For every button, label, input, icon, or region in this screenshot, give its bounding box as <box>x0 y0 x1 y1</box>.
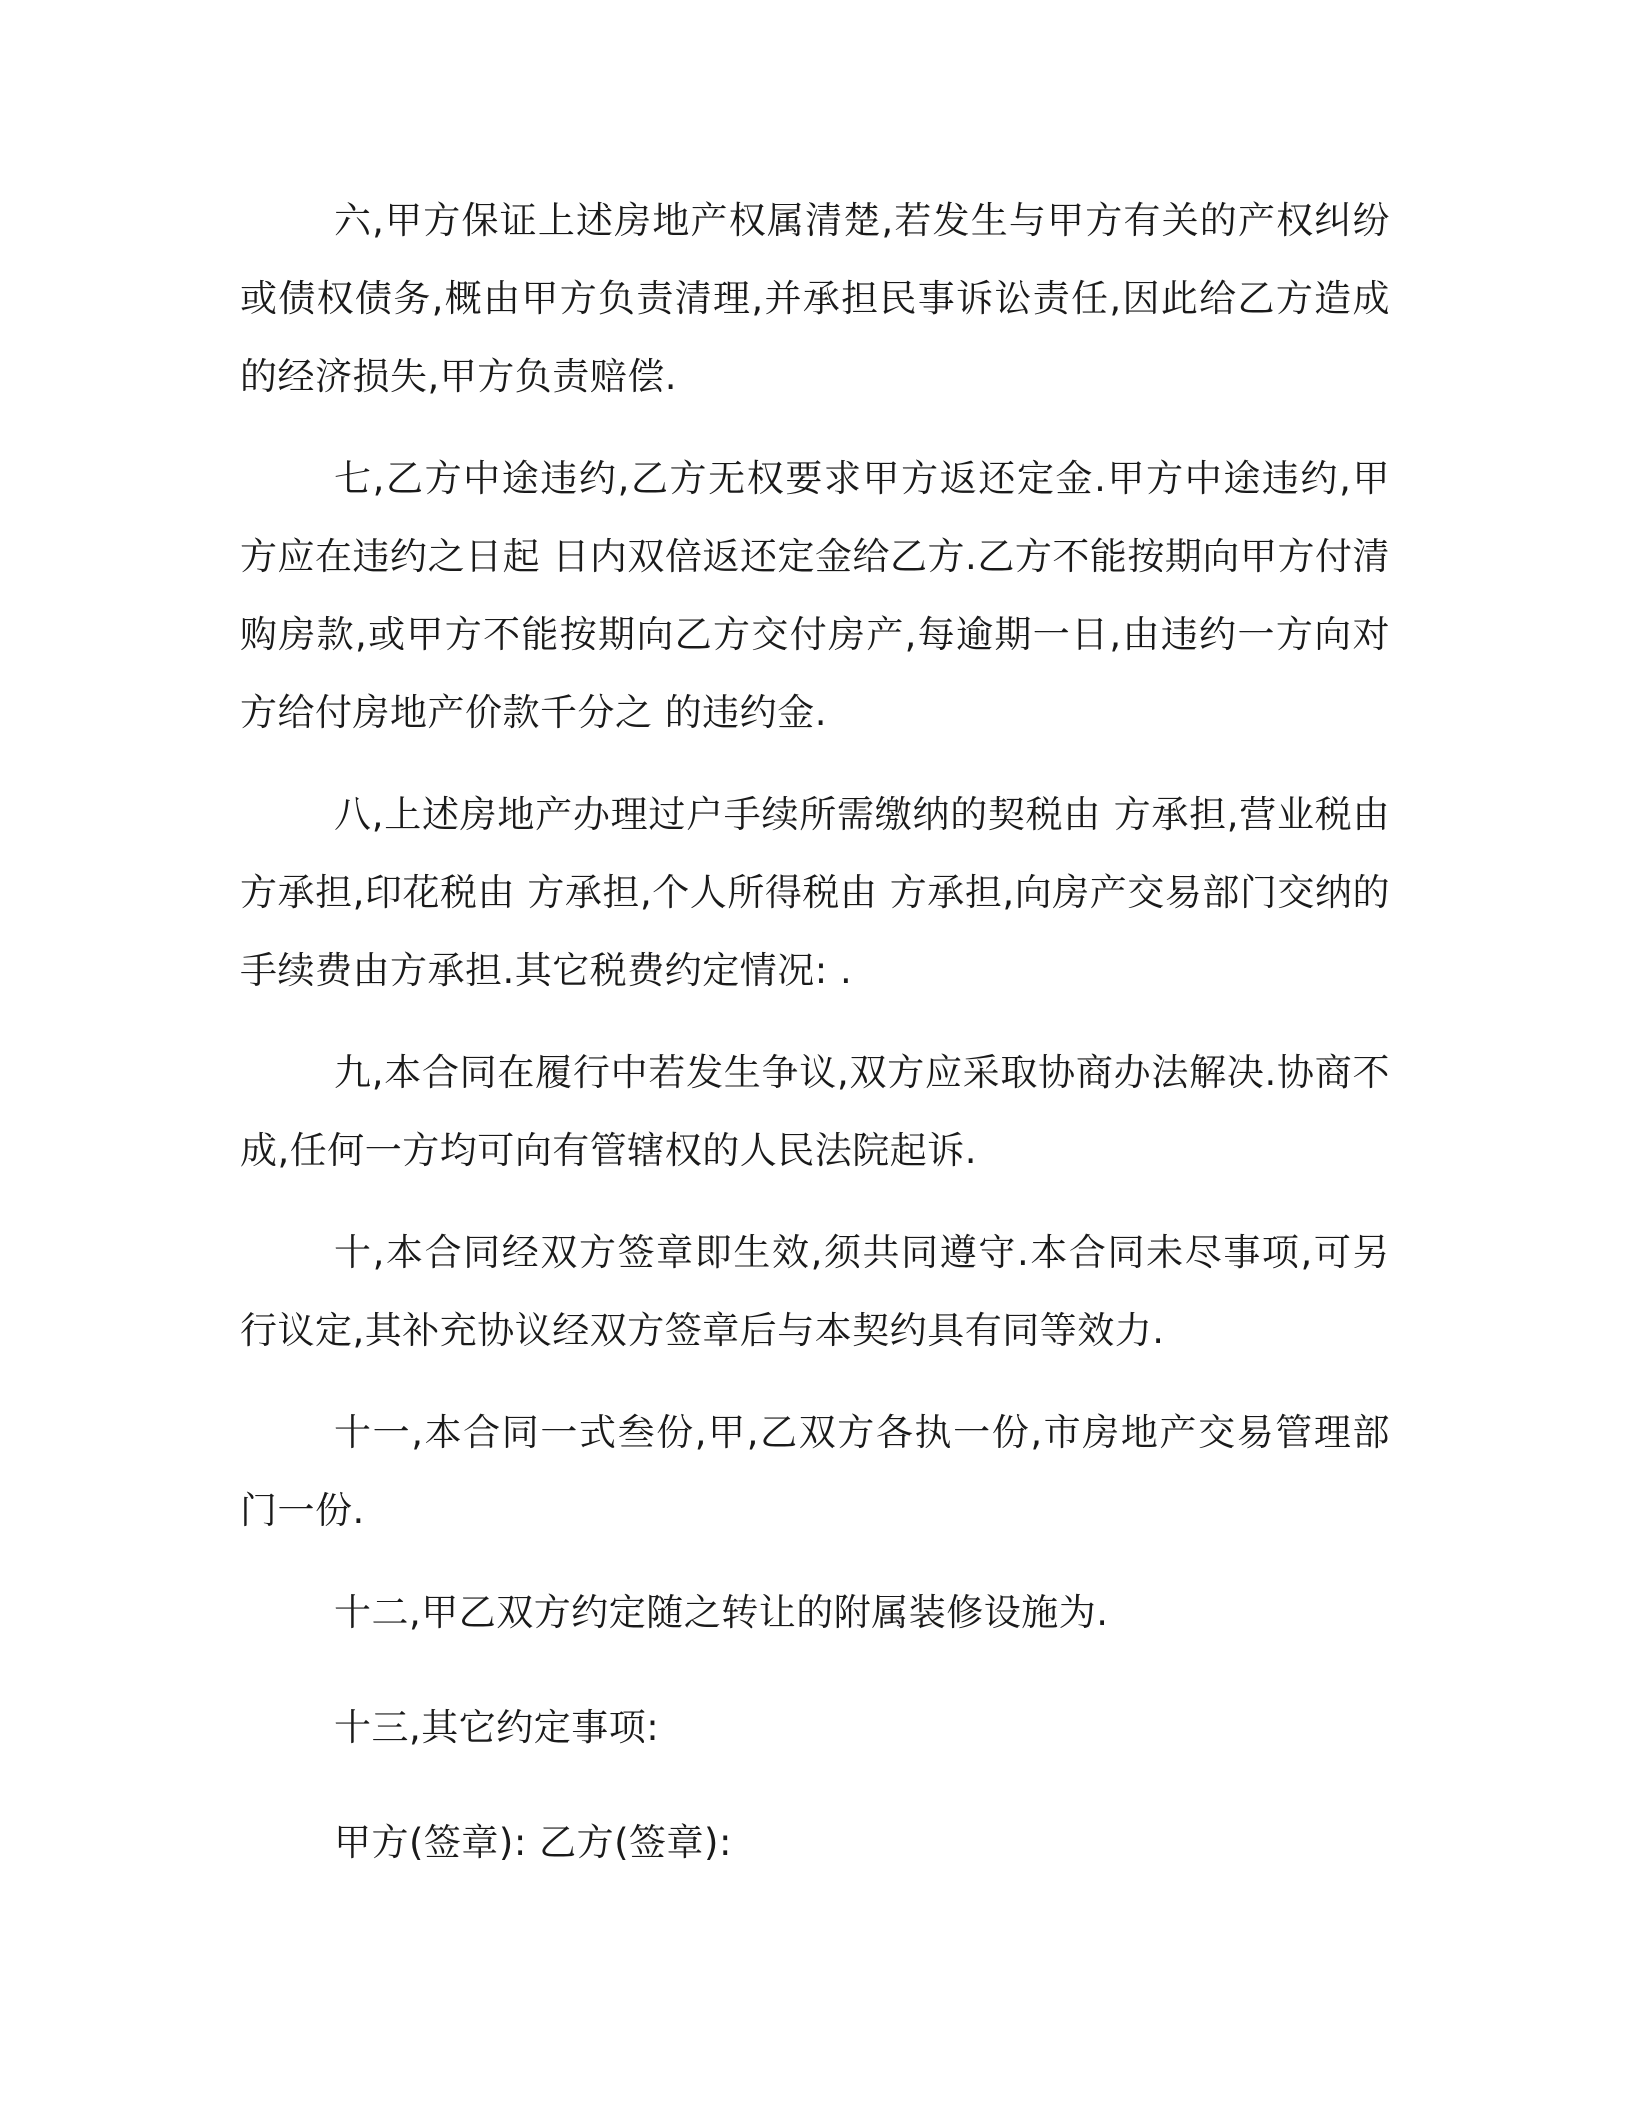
clause-8: 八,上述房地产办理过户手续所需缴纳的契税由 方承担,营业税由 方承担,印花税由 方承担,个人所得税由 方承担,向房产交易部门交纳的手续费由方承担.其它税费约定情况: . <box>240 793 1390 992</box>
clause-13: 十三,其它约定事项: <box>334 1706 660 1749</box>
clause-11: 十一,本合同一式叁份,甲,乙双方各执一份,市房地产交易管理部门一份. <box>240 1411 1390 1532</box>
signature-line: 甲方(签章): 乙方(签章): <box>334 1821 732 1864</box>
clause-9: 九,本合同在履行中若发生争议,双方应采取协商办法解决.协商不成,任何一方均可向有管辖权的人民法院起诉. <box>240 1051 1390 1172</box>
contract-body <box>240 182 1390 1919</box>
clause-7: 七,乙方中途违约,乙方无权要求甲方返还定金.甲方中途违约,甲方应在违约之日起 日内双倍返还定金给乙方.乙方不能按期向甲方付清购房款,或甲方不能按期向乙方交付房产,每逾期一日,由违约一方向对方给付房地产价款千分之 的违约金. <box>240 457 1390 734</box>
clause-10: 十,本合同经双方签章即生效,须共同遵守.本合同未尽事项,可另行议定,其补充协议经双方签章后与本契约具有同等效力. <box>240 1231 1390 1352</box>
clause-6: 六,甲方保证上述房地产权属清楚,若发生与甲方有关的产权纠纷或债权债务,概由甲方负责清理,并承担民事诉讼责任,因此给乙方造成的经济损失,甲方负责赔偿. <box>240 199 1390 398</box>
clause-12: 十二,甲乙双方约定随之转让的附属装修设施为. <box>334 1591 1109 1634</box>
